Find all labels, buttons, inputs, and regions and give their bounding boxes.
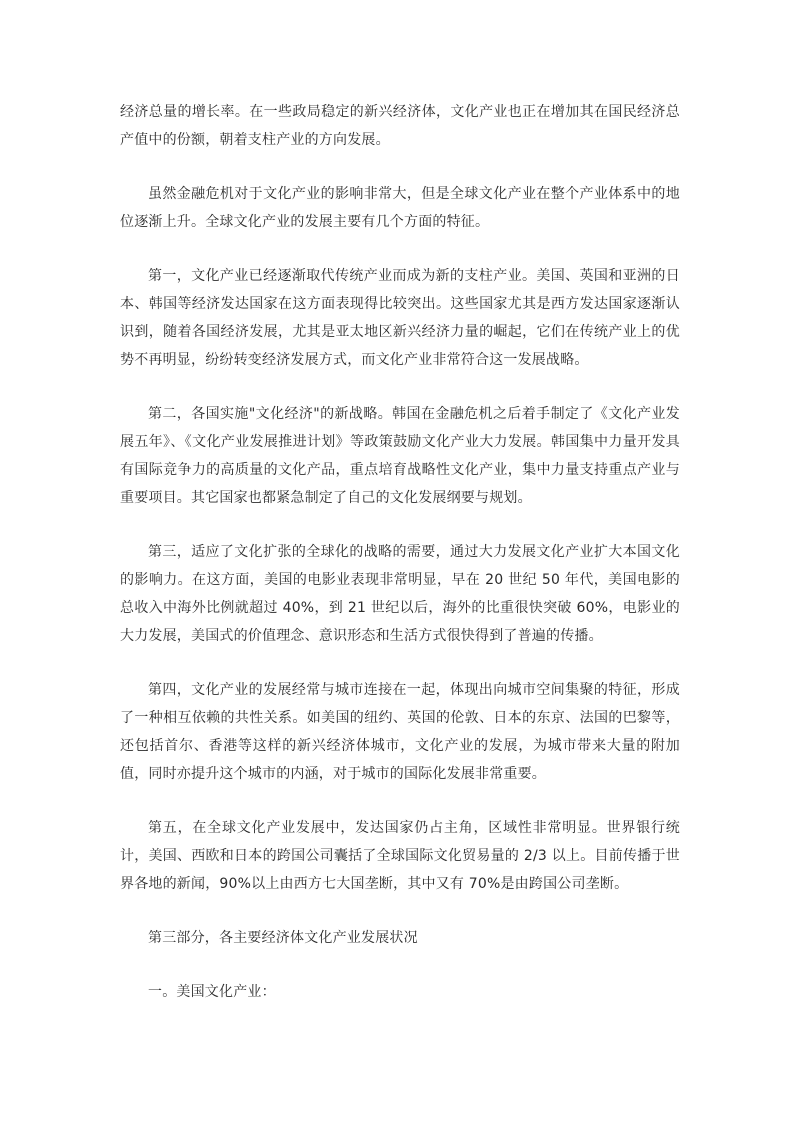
paragraph-financial-crisis: 虽然金融危机对于文化产业的影响非常大，但是全球文化产业在整个产业体系中的地位逐渐上升。全球文化产业的发展主要有几个方面的特征。 [120, 186, 680, 230]
document-body [120, 98, 680, 1032]
paragraph-feature-5: 第五，在全球文化产业发展中，发达国家仍占主角，区域性非常明显。世界银行统计，美国、西欧和日本的跨国公司囊括了全球国际文化贸易量的 2/3 以上。目前传播于世界各地的新闻，90%以上由西方七大国垄断，其中又有 70%是由跨国公司垄断。 [120, 820, 680, 892]
paragraph-continuation: 经济总量的增长率。在一些政局稳定的新兴经济体，文化产业也正在增加其在国民经济总产值中的份额，朝着支柱产业的方向发展。 [120, 104, 680, 148]
paragraph-feature-4: 第四，文化产业的发展经常与城市连接在一起，体现出向城市空间集聚的特征，形成了一种相互依赖的共性关系。如美国的纽约、英国的伦敦、日本的东京、法国的巴黎等，还包括首尔、香港等这样的新兴经济体城市，文化产业的发展，为城市带来大量的附加值，同时亦提升这个城市的内涵，对于城市的国际化发展非常重要。 [120, 682, 680, 782]
paragraph-feature-2: 第二，各国实施"文化经济"的新战略。韩国在金融危机之后着手制定了《文化产业发展五年》、《文化产业发展推进计划》等政策鼓励文化产业大力发展。韩国集中力量开发具有国际竞争力的高质量的文化产品，重点培育战略性文化产业，集中力量支持重点产业与重要项目。其它国家也都紧急制定了自己的文化发展纲要与规划。 [120, 406, 680, 506]
paragraph-feature-1: 第一，文化产业已经逐渐取代传统产业而成为新的支柱产业。美国、英国和亚洲的日本、韩国等经济发达国家在这方面表现得比较突出。这些国家尤其是西方发达国家逐渐认识到，随着各国经济发展，尤其是亚太地区新兴经济力量的崛起，它们在传统产业上的优势不再明显，纷纷转变经济发展方式，而文化产业非常符合这一发展战略。 [120, 268, 680, 368]
paragraph-feature-3: 第三，适应了文化扩张的全球化的战略的需要，通过大力发展文化产业扩大本国文化的影响力。在这方面，美国的电影业表现非常明显，早在 20 世纪 50 年代，美国电影的总收入中海外比例就超过 40%，到 21 世纪以后，海外的比重很快突破 60%，电影业的大力发展，美国式的价值理念、意识形态和生活方式很快得到了普遍的传播。 [120, 544, 680, 644]
subsection-heading-usa: 一。美国文化产业： [148, 984, 276, 1000]
section-heading-part-3: 第三部分，各主要经济体文化产业发展状况 [148, 930, 418, 946]
